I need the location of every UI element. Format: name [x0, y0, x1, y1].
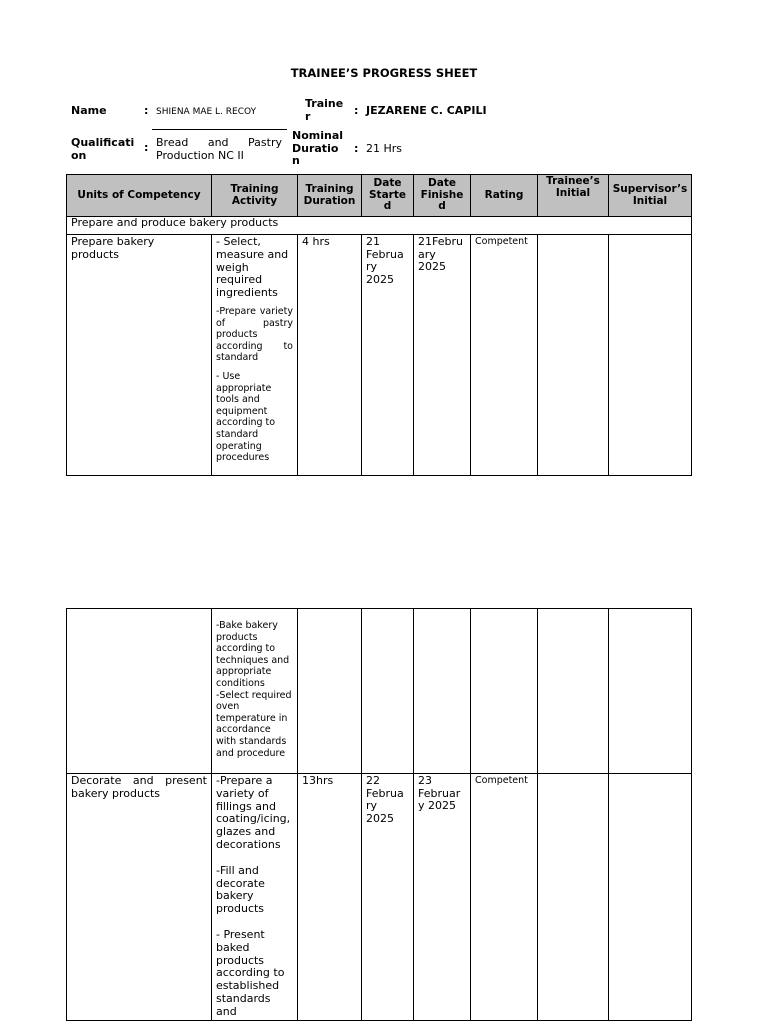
- nominal-duration-colon: :: [354, 142, 359, 155]
- trainee-initial-cell: [538, 235, 609, 476]
- name-colon: :: [144, 104, 149, 117]
- activity-item: -Prepare variety of pastry products according to standard: [216, 305, 293, 364]
- trainee-initial-cell: [538, 774, 609, 1021]
- qualification-label: Qualificati on: [71, 136, 135, 162]
- activity-item: -Fill and decorate bakery products: [216, 863, 265, 916]
- supervisor-initial-cell: [609, 774, 692, 1021]
- activity-item: - Select, measure and weigh required ingredients: [216, 235, 289, 300]
- section-title: Prepare and produce bakery products: [67, 217, 692, 235]
- date-started-cell: [362, 609, 414, 774]
- table-row: [67, 235, 692, 476]
- header-row: [67, 175, 692, 217]
- rating-cell: [471, 609, 538, 774]
- activity-cell: [212, 235, 298, 476]
- header-duration: Training Duration: [298, 175, 362, 217]
- rating-cell: Competent: [471, 235, 538, 476]
- header-trainee-initial: Trainee’s Initial: [538, 175, 609, 217]
- activity-cell: [212, 774, 298, 1021]
- date-started-cell: 21 Februa ry 2025: [362, 235, 414, 476]
- activity-item: -Select required oven temperature in accordance with standards and procedure: [216, 689, 292, 759]
- qualification-value: Bread and Pastry Production NC II: [156, 136, 282, 162]
- unit-cell: Prepare bakery products: [67, 235, 212, 476]
- trainee-initial-cell: [538, 609, 609, 774]
- supervisor-initial-cell: [609, 235, 692, 476]
- trainer-colon: :: [354, 104, 359, 117]
- duration-cell: [298, 609, 362, 774]
- activity-item: -Prepare a variety of fillings and coating/icing, glazes and decorations: [216, 774, 291, 851]
- header-supervisor-initial: Supervisor’s Initial: [609, 175, 692, 217]
- unit-cell: Decorate and present bakery products: [67, 774, 212, 1021]
- date-finished-cell: 23 Februar y 2025: [414, 774, 471, 1021]
- activity-item: -Bake bakery products according to techniques and appropriate conditions: [216, 620, 290, 689]
- trainer-value: JEZARENE C. CAPILI: [366, 104, 487, 117]
- duration-cell: 13hrs: [298, 774, 362, 1021]
- header-date-finished: Date Finishe d: [414, 175, 471, 217]
- name-underline: [152, 129, 287, 130]
- header-rating: Rating: [471, 175, 538, 217]
- nominal-duration-value: 21 Hrs: [366, 142, 403, 155]
- header-units: Units of Competency: [67, 175, 212, 217]
- activity-item: - Present baked products according to established standards and: [216, 927, 285, 1018]
- table-row: [67, 609, 692, 774]
- date-finished-cell: 21Febru ary 2025: [414, 235, 471, 476]
- date-finished-cell: [414, 609, 471, 774]
- supervisor-initial-cell: [609, 609, 692, 774]
- activity-cell: [212, 609, 298, 774]
- progress-table-top: [66, 174, 692, 476]
- document-title: TRAINEE’S PROGRESS SHEET: [290, 66, 478, 80]
- progress-table-bottom: [66, 608, 692, 1021]
- unit-cell: [67, 609, 212, 774]
- nominal-duration-label: Nominal Duratio n: [292, 129, 344, 167]
- name-label: Name: [71, 104, 107, 117]
- date-started-cell: 22 Februa ry 2025: [362, 774, 414, 1021]
- activity-item: - Use appropriate tools and equipment according to standard operating procedures: [216, 370, 276, 464]
- name-value: SHIENA MAE L. RECOY: [156, 107, 257, 117]
- rating-cell: Competent: [471, 774, 538, 1021]
- table-row: [67, 774, 692, 1021]
- section-row: [67, 217, 692, 235]
- header-activity: Training Activity: [212, 175, 298, 217]
- trainer-label: Traine r: [305, 97, 344, 123]
- duration-cell: 4 hrs: [298, 235, 362, 476]
- header-date-started: Date Starte d: [362, 175, 414, 217]
- qualification-colon: :: [144, 141, 149, 154]
